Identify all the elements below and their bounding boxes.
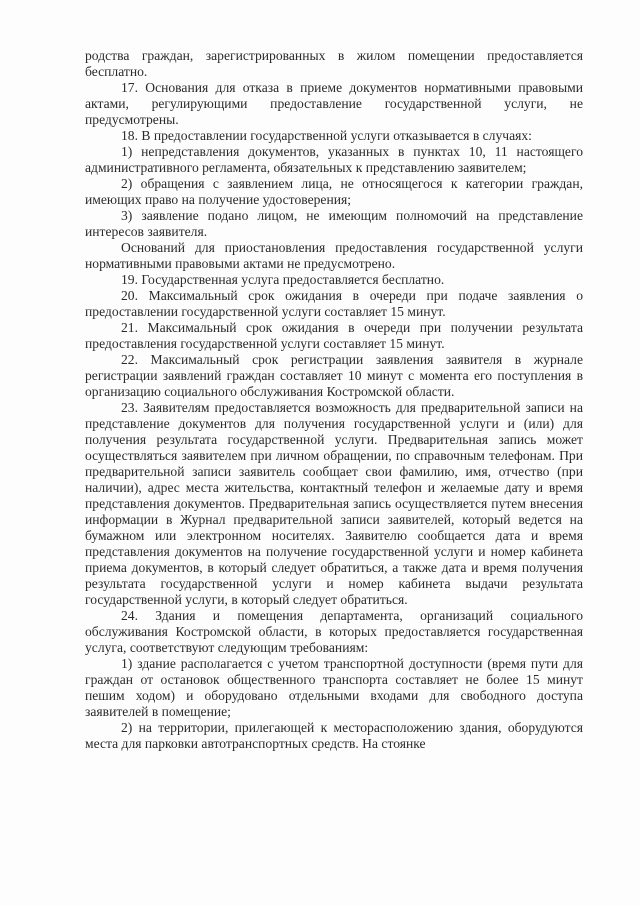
paragraph-18-item-3: 3) заявление подано лицом, не имеющим полномочий на представление интересов заявителя.: [85, 208, 583, 239]
paragraph-24-item-2: 2) на территории, прилегающей к месторасположению здания, оборудуются места для парковки автотранспортных средств. На стоянке: [85, 720, 583, 751]
paragraph-19: 19. Государственная услуга предоставляется бесплатно.: [121, 272, 445, 287]
paragraph-22: 22. Максимальный срок регистрации заявления заявителя в журнале регистрации заявлений граждан составляет 10 минут с момента его поступления в организацию социального обслуживания Костромской области.: [85, 352, 583, 399]
paragraph-21: 21. Максимальный срок ожидания в очереди при получении результата предоставления государственной услуги составляет 15 минут.: [85, 320, 583, 351]
paragraph-24-item-1: 1) здание располагается с учетом транспортной доступности (время пути для граждан от остановок общественного транспорта составляет не более 15 минут пешим ходом) и оборудовано отдельными входами для свободного доступа заявителей в помещение;: [85, 656, 583, 719]
paragraph-18-item-2: 2) обращения с заявлением лица, не относящегося к категории граждан, имеющих право на получение удостоверения;: [85, 176, 583, 207]
paragraph-17: 17. Основания для отказа в приеме документов нормативными правовыми актами, регулирующими предоставление государственной услуги, не предусмотрены.: [85, 80, 583, 127]
document-body: [85, 48, 583, 752]
paragraph-18-item-1: 1) непредставления документов, указанных в пунктах 10, 11 настоящего административного регламента, обязательных к представлению заявителем;: [85, 144, 583, 175]
paragraph-continuation: родства граждан, зарегистрированных в жилом помещении предоставляется бесплатно.: [85, 48, 583, 79]
paragraph-24: 24. Здания и помещения департамента, организаций социального обслуживания Костромской области, в которых предоставляется государственная услуга, соответствуют следующим требованиям:: [85, 608, 583, 655]
paragraph-18: 18. В предоставлении государственной услуги отказывается в случаях:: [121, 128, 532, 143]
paragraph-23: 23. Заявителям предоставляется возможность для предварительной записи на представление документов для получения государственной услуги и (или) для получения результата государственной услуги. Предварительная запись может осуществляться заявителем при личном обращении, по справочным телефонам. При предварительной записи заявитель сообщает свои фамилию, имя, отчество (при наличии), адрес места жительства, контактный телефон и желаемые дату и время представления документов. Предварительная запись осуществляется путем внесения информации в Журнал предварительной записи заявителей, который ведется на бумажном или электронном носителях. Заявителю сообщается дата и время представления документов на получение государственной услуги и номер кабинета приема документов, в который следует обратиться, а также дата и время получения результата государственной услуги и номер кабинета выдачи результата государственной услуги, в который следует обратиться.: [85, 400, 583, 607]
paragraph-20: 20. Максимальный срок ожидания в очереди при подаче заявления о предоставлении государственной услуги составляет 15 минут.: [85, 288, 583, 319]
paragraph-18-suspension: Оснований для приостановления предоставления государственной услуги нормативными правовыми актами не предусмотрено.: [85, 240, 583, 271]
